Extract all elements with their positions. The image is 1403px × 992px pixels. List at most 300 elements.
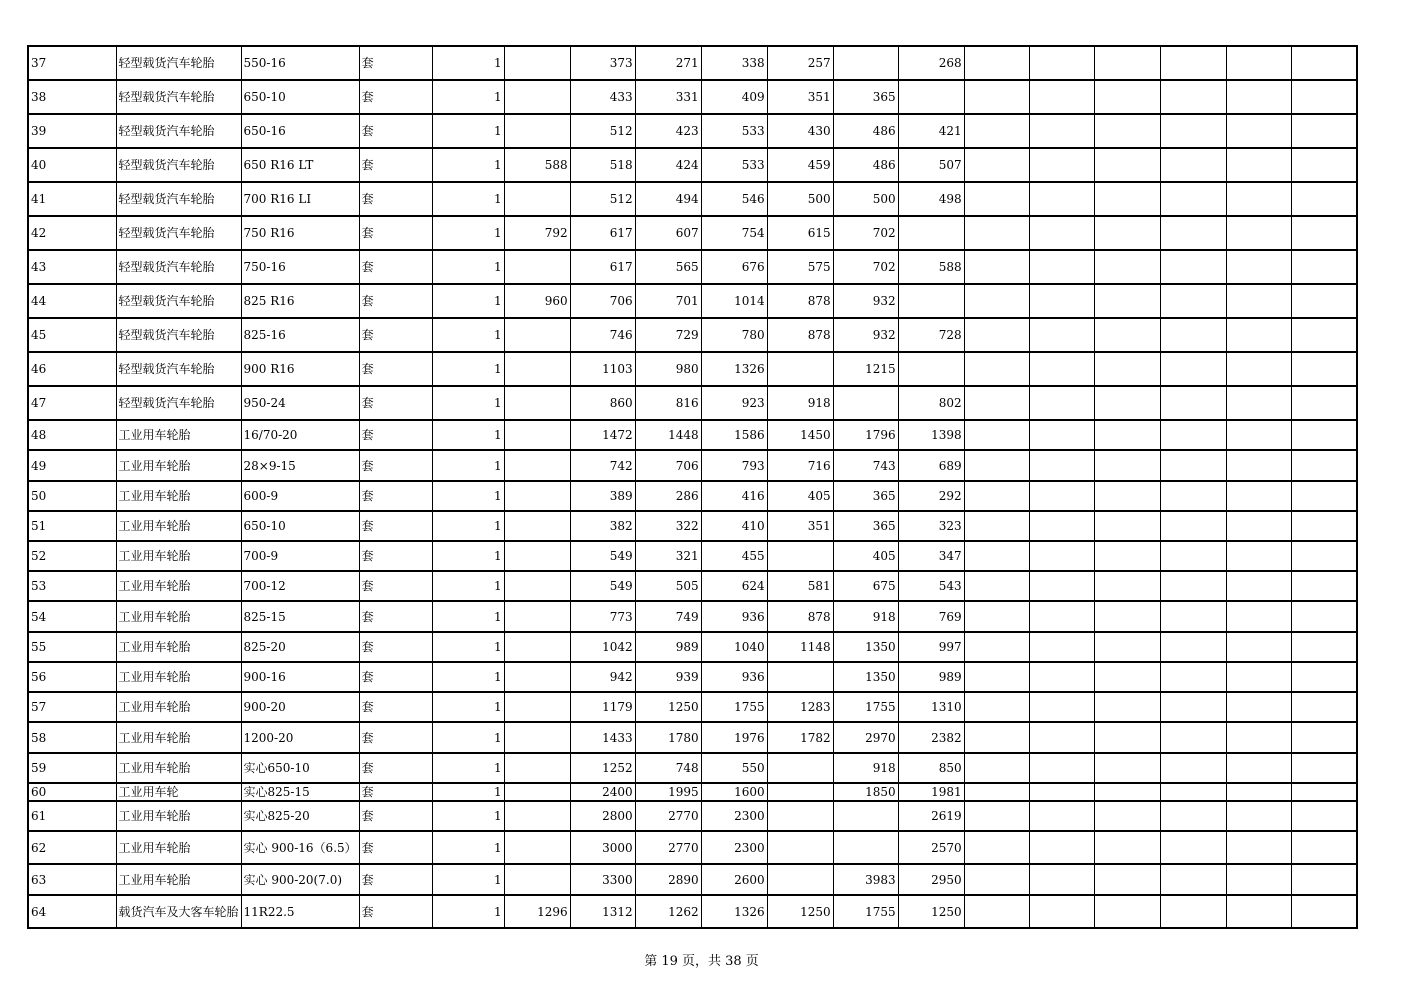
cell-spec: 825-15 (241, 601, 359, 632)
empty-cell (1226, 783, 1291, 801)
table-row (28, 511, 1357, 541)
cell-spec: 实心825-15 (241, 783, 359, 801)
empty-cell (1094, 80, 1160, 114)
empty-cell (964, 216, 1029, 250)
cell-spec: 825-16 (241, 318, 359, 352)
cell-v7: 769 (898, 601, 964, 632)
cell-v6 (833, 801, 898, 831)
cell-v1 (504, 420, 570, 450)
cell-name: 载货汽车及大客车轮胎 (116, 895, 241, 928)
empty-cell (1094, 864, 1160, 895)
table-row (28, 722, 1357, 753)
empty-cell (1226, 182, 1291, 216)
cell-v5 (767, 783, 833, 801)
cell-name: 轻型载货汽车轮胎 (116, 216, 241, 250)
cell-v1: 1296 (504, 895, 570, 928)
cell-v3: 505 (635, 571, 701, 601)
cell-v5: 430 (767, 114, 833, 148)
empty-cell (1160, 450, 1226, 481)
empty-cell (1029, 318, 1094, 352)
cell-v4: 624 (701, 571, 767, 601)
empty-cell (1291, 632, 1357, 662)
cell-v5: 257 (767, 46, 833, 80)
cell-v6: 1850 (833, 783, 898, 801)
empty-cell (964, 148, 1029, 182)
cell-v7: 543 (898, 571, 964, 601)
table-row (28, 450, 1357, 481)
cell-v2: 617 (570, 250, 635, 284)
empty-cell (1029, 182, 1094, 216)
cell-unit: 套 (359, 831, 432, 864)
empty-cell (1029, 831, 1094, 864)
cell-v7 (898, 216, 964, 250)
cell-v2: 1433 (570, 722, 635, 753)
cell-spec: 700-9 (241, 541, 359, 571)
cell-name: 工业用车轮胎 (116, 722, 241, 753)
cell-v6: 1755 (833, 895, 898, 928)
cell-spec: 700-12 (241, 571, 359, 601)
empty-cell (1094, 46, 1160, 80)
cell-v6: 1796 (833, 420, 898, 450)
cell-spec: 实心825-20 (241, 801, 359, 831)
cell-no: 57 (28, 692, 116, 722)
cell-v2: 1472 (570, 420, 635, 450)
empty-cell (1291, 216, 1357, 250)
empty-cell (964, 864, 1029, 895)
cell-unit: 套 (359, 46, 432, 80)
empty-cell (1029, 511, 1094, 541)
cell-v1 (504, 632, 570, 662)
cell-v2: 549 (570, 571, 635, 601)
empty-cell (1160, 318, 1226, 352)
empty-cell (1029, 632, 1094, 662)
cell-v6: 3983 (833, 864, 898, 895)
cell-no: 49 (28, 450, 116, 481)
empty-cell (964, 601, 1029, 632)
cell-v3: 706 (635, 450, 701, 481)
cell-v7: 1981 (898, 783, 964, 801)
cell-v6: 365 (833, 481, 898, 511)
cell-name: 工业用车轮胎 (116, 864, 241, 895)
empty-cell (1160, 541, 1226, 571)
cell-v5: 405 (767, 481, 833, 511)
cell-v1 (504, 864, 570, 895)
cell-unit: 套 (359, 864, 432, 895)
cell-v1 (504, 722, 570, 753)
cell-name: 工业用车轮胎 (116, 753, 241, 783)
empty-cell (964, 352, 1029, 386)
empty-cell (1226, 148, 1291, 182)
cell-unit: 套 (359, 541, 432, 571)
cell-unit: 套 (359, 481, 432, 511)
cell-v1 (504, 481, 570, 511)
empty-cell (1094, 895, 1160, 928)
table-row (28, 114, 1357, 148)
empty-cell (1094, 831, 1160, 864)
cell-unit: 套 (359, 80, 432, 114)
cell-spec: 实心 900-20(7.0) (241, 864, 359, 895)
cell-v6: 932 (833, 284, 898, 318)
empty-cell (1226, 895, 1291, 928)
cell-spec: 16/70-20 (241, 420, 359, 450)
cell-unit: 套 (359, 601, 432, 632)
empty-cell (1029, 250, 1094, 284)
empty-cell (1029, 801, 1094, 831)
empty-cell (964, 318, 1029, 352)
cell-unit: 套 (359, 386, 432, 420)
cell-v7: 292 (898, 481, 964, 511)
cell-v1 (504, 318, 570, 352)
cell-v5: 500 (767, 182, 833, 216)
cell-v1 (504, 352, 570, 386)
cell-v5 (767, 352, 833, 386)
empty-cell (1160, 722, 1226, 753)
table-row (28, 632, 1357, 662)
empty-cell (1226, 662, 1291, 692)
table-row (28, 148, 1357, 182)
empty-cell (1291, 801, 1357, 831)
cell-qty: 1 (432, 511, 504, 541)
empty-cell (1029, 601, 1094, 632)
cell-v7: 1250 (898, 895, 964, 928)
empty-cell (1160, 864, 1226, 895)
empty-cell (1094, 450, 1160, 481)
cell-name: 轻型载货汽车轮胎 (116, 386, 241, 420)
cell-v7: 2950 (898, 864, 964, 895)
table-row (28, 753, 1357, 783)
empty-cell (1094, 801, 1160, 831)
cell-v2: 1312 (570, 895, 635, 928)
cell-v4: 1014 (701, 284, 767, 318)
cell-v3: 2890 (635, 864, 701, 895)
empty-cell (1029, 753, 1094, 783)
cell-unit: 套 (359, 420, 432, 450)
empty-cell (1029, 386, 1094, 420)
cell-v7: 802 (898, 386, 964, 420)
cell-v7: 2570 (898, 831, 964, 864)
cell-v4: 754 (701, 216, 767, 250)
empty-cell (1160, 352, 1226, 386)
cell-v3: 1448 (635, 420, 701, 450)
empty-cell (1160, 801, 1226, 831)
table-row (28, 318, 1357, 352)
empty-cell (964, 80, 1029, 114)
cell-v3: 980 (635, 352, 701, 386)
empty-cell (1160, 692, 1226, 722)
cell-name: 工业用车轮胎 (116, 511, 241, 541)
cell-no: 42 (28, 216, 116, 250)
cell-no: 43 (28, 250, 116, 284)
cell-v7: 1310 (898, 692, 964, 722)
cell-qty: 1 (432, 601, 504, 632)
empty-cell (1160, 481, 1226, 511)
empty-cell (1226, 541, 1291, 571)
cell-v5: 351 (767, 511, 833, 541)
cell-v4: 2300 (701, 801, 767, 831)
cell-v3: 2770 (635, 801, 701, 831)
empty-cell (1226, 46, 1291, 80)
empty-cell (1029, 420, 1094, 450)
empty-cell (964, 182, 1029, 216)
empty-cell (1094, 783, 1160, 801)
empty-cell (1160, 148, 1226, 182)
cell-v7: 347 (898, 541, 964, 571)
empty-cell (1226, 352, 1291, 386)
empty-cell (1226, 216, 1291, 250)
empty-cell (1226, 450, 1291, 481)
empty-cell (1094, 692, 1160, 722)
empty-cell (1094, 386, 1160, 420)
empty-cell (964, 541, 1029, 571)
table-row (28, 352, 1357, 386)
cell-name: 工业用车轮胎 (116, 420, 241, 450)
cell-v5 (767, 753, 833, 783)
empty-cell (1291, 541, 1357, 571)
cell-v4: 416 (701, 481, 767, 511)
empty-cell (1226, 250, 1291, 284)
empty-cell (964, 722, 1029, 753)
empty-cell (1029, 864, 1094, 895)
cell-v5: 878 (767, 318, 833, 352)
empty-cell (1226, 114, 1291, 148)
empty-cell (1291, 420, 1357, 450)
empty-cell (1094, 318, 1160, 352)
cell-name: 轻型载货汽车轮胎 (116, 80, 241, 114)
cell-no: 51 (28, 511, 116, 541)
cell-no: 56 (28, 662, 116, 692)
price-table (27, 45, 1358, 929)
cell-v3: 2770 (635, 831, 701, 864)
cell-v7: 507 (898, 148, 964, 182)
cell-v4: 936 (701, 662, 767, 692)
cell-unit: 套 (359, 352, 432, 386)
empty-cell (1094, 420, 1160, 450)
cell-v1 (504, 753, 570, 783)
cell-v6: 702 (833, 216, 898, 250)
cell-qty: 1 (432, 216, 504, 250)
empty-cell (1029, 114, 1094, 148)
cell-v7: 588 (898, 250, 964, 284)
cell-unit: 套 (359, 114, 432, 148)
empty-cell (1094, 722, 1160, 753)
empty-cell (1160, 632, 1226, 662)
cell-v6: 1755 (833, 692, 898, 722)
empty-cell (1226, 511, 1291, 541)
cell-v5: 351 (767, 80, 833, 114)
cell-v7 (898, 352, 964, 386)
empty-cell (1029, 216, 1094, 250)
cell-v4: 2600 (701, 864, 767, 895)
cell-qty: 1 (432, 114, 504, 148)
table-row (28, 801, 1357, 831)
cell-v5: 1148 (767, 632, 833, 662)
empty-cell (1029, 722, 1094, 753)
cell-v2: 373 (570, 46, 635, 80)
table-row (28, 831, 1357, 864)
cell-v6: 932 (833, 318, 898, 352)
cell-name: 工业用车轮胎 (116, 541, 241, 571)
empty-cell (1291, 831, 1357, 864)
cell-v7 (898, 80, 964, 114)
cell-no: 58 (28, 722, 116, 753)
empty-cell (964, 632, 1029, 662)
cell-v7: 1398 (898, 420, 964, 450)
empty-cell (1160, 182, 1226, 216)
cell-v5: 716 (767, 450, 833, 481)
empty-cell (1226, 601, 1291, 632)
cell-v4: 546 (701, 182, 767, 216)
cell-v6: 918 (833, 601, 898, 632)
cell-v1: 792 (504, 216, 570, 250)
cell-v2: 1103 (570, 352, 635, 386)
cell-v3: 989 (635, 632, 701, 662)
cell-v3: 1780 (635, 722, 701, 753)
cell-v1 (504, 571, 570, 601)
cell-spec: 实心 900-16（6.5） (241, 831, 359, 864)
cell-v5 (767, 831, 833, 864)
cell-no: 48 (28, 420, 116, 450)
cell-v2: 512 (570, 114, 635, 148)
cell-v6: 1350 (833, 662, 898, 692)
cell-unit: 套 (359, 511, 432, 541)
cell-v2: 2800 (570, 801, 635, 831)
cell-v7: 989 (898, 662, 964, 692)
cell-v1 (504, 541, 570, 571)
cell-v2: 389 (570, 481, 635, 511)
cell-v2: 433 (570, 80, 635, 114)
table-row (28, 46, 1357, 80)
cell-v3: 1262 (635, 895, 701, 928)
empty-cell (1226, 481, 1291, 511)
cell-spec: 650-10 (241, 80, 359, 114)
empty-cell (1160, 601, 1226, 632)
empty-cell (1291, 895, 1357, 928)
cell-v5: 581 (767, 571, 833, 601)
cell-name: 轻型载货汽车轮胎 (116, 148, 241, 182)
empty-cell (964, 46, 1029, 80)
empty-cell (1291, 481, 1357, 511)
cell-qty: 1 (432, 662, 504, 692)
cell-v7: 689 (898, 450, 964, 481)
cell-v1 (504, 46, 570, 80)
table-row (28, 250, 1357, 284)
cell-v2: 1042 (570, 632, 635, 662)
cell-v7: 498 (898, 182, 964, 216)
cell-v5: 878 (767, 284, 833, 318)
empty-cell (1291, 352, 1357, 386)
cell-v6: 1215 (833, 352, 898, 386)
empty-cell (1291, 114, 1357, 148)
cell-qty: 1 (432, 318, 504, 352)
cell-name: 工业用车轮胎 (116, 831, 241, 864)
cell-v6: 2970 (833, 722, 898, 753)
cell-no: 52 (28, 541, 116, 571)
empty-cell (964, 692, 1029, 722)
cell-name: 轻型载货汽车轮胎 (116, 114, 241, 148)
table-row (28, 182, 1357, 216)
cell-name: 轻型载货汽车轮胎 (116, 46, 241, 80)
cell-v7: 850 (898, 753, 964, 783)
cell-v4: 676 (701, 250, 767, 284)
empty-cell (964, 753, 1029, 783)
cell-name: 工业用车轮胎 (116, 601, 241, 632)
cell-v4: 455 (701, 541, 767, 571)
cell-v2: 3300 (570, 864, 635, 895)
cell-v4: 550 (701, 753, 767, 783)
empty-cell (1226, 318, 1291, 352)
cell-name: 工业用车轮 (116, 783, 241, 801)
empty-cell (1291, 284, 1357, 318)
empty-cell (1226, 420, 1291, 450)
table-row (28, 662, 1357, 692)
cell-v1 (504, 450, 570, 481)
empty-cell (1226, 571, 1291, 601)
cell-v6 (833, 46, 898, 80)
cell-spec: 750 R16 (241, 216, 359, 250)
empty-cell (1226, 632, 1291, 662)
empty-cell (1160, 284, 1226, 318)
cell-v6: 743 (833, 450, 898, 481)
empty-cell (1029, 783, 1094, 801)
empty-cell (1226, 722, 1291, 753)
empty-cell (1094, 148, 1160, 182)
empty-cell (1160, 420, 1226, 450)
empty-cell (1160, 386, 1226, 420)
cell-no: 45 (28, 318, 116, 352)
cell-v6 (833, 831, 898, 864)
empty-cell (1291, 80, 1357, 114)
cell-unit: 套 (359, 753, 432, 783)
cell-v3: 1250 (635, 692, 701, 722)
cell-v2: 2400 (570, 783, 635, 801)
empty-cell (964, 450, 1029, 481)
cell-qty: 1 (432, 250, 504, 284)
empty-cell (964, 250, 1029, 284)
cell-qty: 1 (432, 541, 504, 571)
cell-name: 轻型载货汽车轮胎 (116, 182, 241, 216)
cell-name: 轻型载货汽车轮胎 (116, 250, 241, 284)
cell-unit: 套 (359, 801, 432, 831)
cell-qty: 1 (432, 182, 504, 216)
cell-no: 63 (28, 864, 116, 895)
table-row (28, 284, 1357, 318)
cell-v5: 1250 (767, 895, 833, 928)
empty-cell (1291, 182, 1357, 216)
cell-qty: 1 (432, 46, 504, 80)
cell-v1 (504, 182, 570, 216)
empty-cell (1094, 114, 1160, 148)
cell-v4: 780 (701, 318, 767, 352)
cell-unit: 套 (359, 895, 432, 928)
empty-cell (1160, 753, 1226, 783)
page-footer: 第 19 页，共 38 页 (644, 954, 759, 969)
cell-v3: 749 (635, 601, 701, 632)
empty-cell (1094, 511, 1160, 541)
cell-v2: 742 (570, 450, 635, 481)
cell-spec: 700 R16 LI (241, 182, 359, 216)
cell-spec: 750-16 (241, 250, 359, 284)
cell-name: 工业用车轮胎 (116, 662, 241, 692)
empty-cell (1291, 692, 1357, 722)
table-row (28, 783, 1357, 801)
empty-cell (1226, 80, 1291, 114)
table-row (28, 420, 1357, 450)
cell-v1 (504, 783, 570, 801)
table-row (28, 571, 1357, 601)
cell-v6: 702 (833, 250, 898, 284)
cell-v4: 2300 (701, 831, 767, 864)
table-row (28, 80, 1357, 114)
